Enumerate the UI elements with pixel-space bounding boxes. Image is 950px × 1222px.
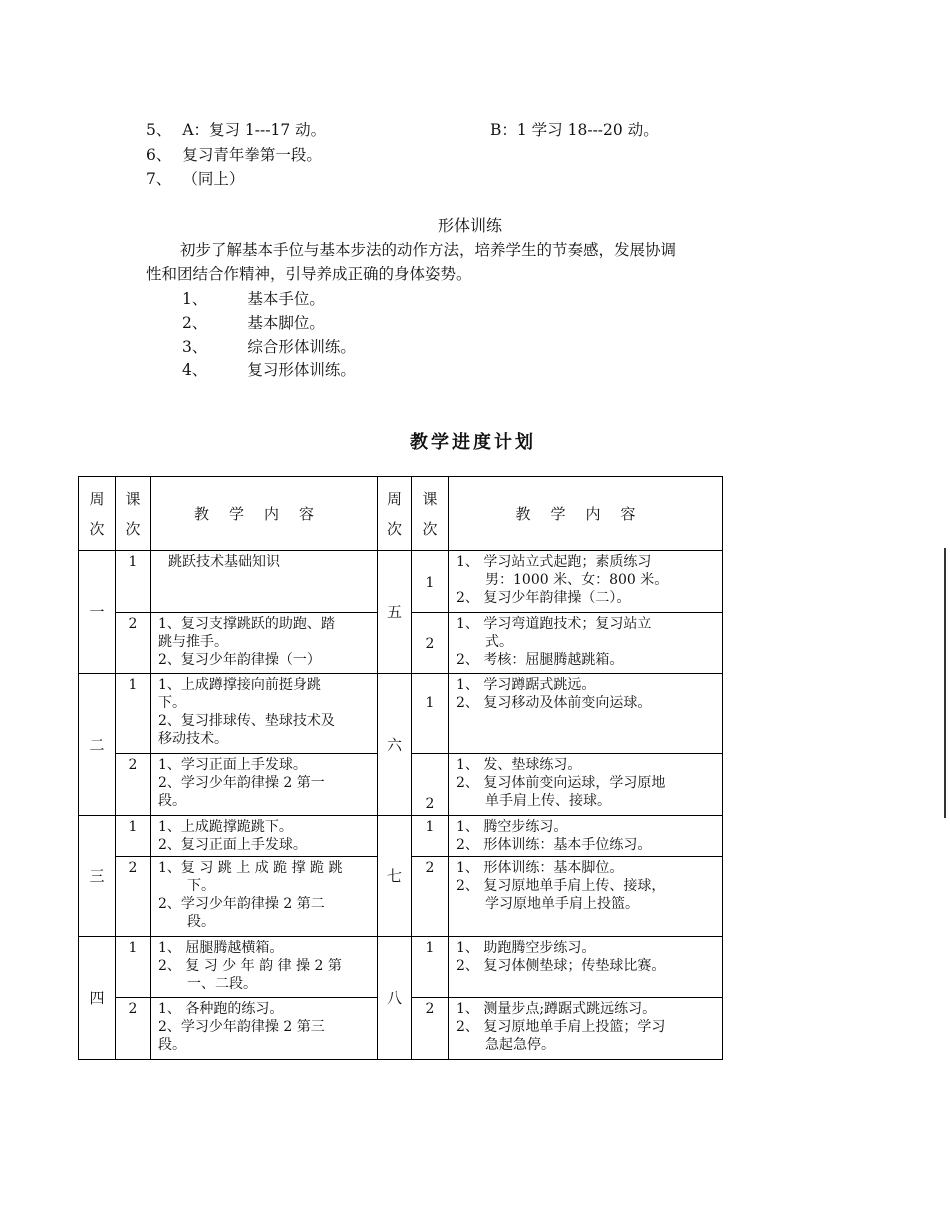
content-line: 下。 (158, 695, 186, 711)
content-line: 2、 形体训练：基本手位练习。 (456, 837, 652, 853)
table-header-row (79, 477, 723, 551)
lesson-content (151, 674, 378, 754)
content-line: 1、复 习 跳 上 成 跪 撑 跪 跳 (158, 860, 343, 876)
content-line: 1、 形体训练：基本脚位。 (456, 860, 624, 876)
content-line: 2、 复习移动及体前变向运球。 (456, 695, 652, 711)
item-number: 1、 (182, 290, 208, 308)
plan-title: 教学进度计划 (410, 432, 536, 453)
lesson-number: 1 (412, 937, 449, 998)
list-number: 7、 (146, 170, 172, 188)
header-content-label: 教学内容 (515, 504, 656, 523)
content-line: 2、 复习原地单手肩上投篮；学习 (456, 1019, 666, 1035)
list-item (146, 167, 244, 189)
content-line: 学习原地单手肩上投篮。 (485, 896, 639, 912)
week-label: 三 (79, 816, 116, 937)
content-line: 2、 考核：屈腿腾越跳箱。 (456, 652, 624, 668)
content-line: 2、复习正面上手发球。 (158, 837, 307, 853)
list-text-b: B：1 学习 18---20 动。 (490, 121, 659, 139)
lesson-content (151, 937, 378, 998)
header-week-top: 周 (386, 489, 402, 508)
week-label: 五 (378, 551, 412, 674)
content-line: 1、 学习蹲踞式跳远。 (456, 677, 596, 693)
section-item (182, 358, 356, 380)
lesson-content (151, 998, 378, 1060)
content-line: 1、 测量步点;蹲踞式跳远练习。 (456, 1001, 657, 1017)
content-line: 2、 复习体侧垫球；传垫球比赛。 (456, 958, 666, 974)
item-text: 基本手位。 (247, 290, 325, 308)
content-line: 段。 (158, 793, 186, 809)
content-line: 移动技术。 (158, 731, 228, 747)
header-lesson-bottom: 次 (125, 519, 141, 538)
lesson-content (449, 937, 723, 998)
lesson-number: 1 (116, 674, 151, 754)
lesson-content (449, 816, 723, 857)
list-text: A：复习 1---17 动。 (182, 121, 327, 139)
item-text: 复习形体训练。 (247, 361, 356, 379)
content-line: 单手肩上传、接球。 (485, 793, 611, 809)
section-item (182, 311, 325, 333)
lesson-number: 1 (412, 551, 449, 613)
content-line: 急起急停。 (485, 1037, 555, 1053)
lesson-number: 2 (412, 857, 449, 937)
list-text: 复习青年拳第一段。 (182, 146, 322, 164)
item-number: 3、 (182, 338, 208, 356)
lesson-number: 2 (116, 754, 151, 816)
table-row (79, 816, 723, 857)
content-line: 1、 学习弯道跑技术；复习站立 (456, 616, 652, 632)
section-item (182, 287, 325, 309)
lesson-content (151, 551, 378, 613)
schedule-table (78, 476, 723, 1060)
section-paragraph: 初步了解基本手位与基本步法的动作方法，培养学生的节奏感，发展协调 (180, 241, 677, 259)
content-line: 式。 (485, 634, 513, 650)
list-item (146, 118, 326, 140)
week-label: 四 (79, 937, 116, 1060)
lesson-content (449, 551, 723, 613)
week-label: 六 (378, 674, 412, 816)
header-week (79, 477, 116, 551)
lesson-number: 1 (116, 937, 151, 998)
content-line: 1、学习正面上手发球。 (158, 757, 307, 773)
content-line: 1、 助跑腾空步练习。 (456, 940, 596, 956)
header-week-top: 周 (89, 489, 105, 508)
section-item (182, 335, 356, 357)
list-number: 5、 (146, 121, 172, 139)
item-number: 2、 (182, 314, 208, 332)
content-line: 2、 复习少年韵律操（二）。 (456, 590, 631, 606)
lesson-number: 1 (412, 674, 449, 754)
content-line: 2、学习少年韵律操 2 第一 (158, 775, 325, 791)
lesson-content (449, 613, 723, 674)
week-label: 一 (79, 551, 116, 674)
table-row (79, 674, 723, 754)
content-line: 跳与推手。 (158, 634, 228, 650)
item-number: 4、 (182, 361, 208, 379)
header-lesson-top: 课 (125, 489, 141, 508)
header-lesson (412, 477, 449, 551)
header-lesson-bottom: 次 (422, 519, 438, 538)
lesson-number: 1 (412, 816, 449, 857)
content-line: 1、 腾空步练习。 (456, 819, 568, 835)
lesson-content (151, 816, 378, 857)
content-line: 一、二段。 (187, 976, 257, 992)
lesson-number: 2 (412, 754, 449, 816)
lesson-number: 2 (116, 613, 151, 674)
week-label: 七 (378, 816, 412, 937)
header-lesson-top: 课 (422, 489, 438, 508)
content-line: 1、复习支撑跳跃的助跑、踏 (158, 616, 335, 632)
lesson-number: 2 (412, 613, 449, 674)
content-line: 1、 学习站立式起跑；素质练习 (456, 554, 652, 570)
content-line: 2、复习排球传、垫球技术及 (158, 713, 335, 729)
list-number: 6、 (146, 146, 172, 164)
item-text: 基本脚位。 (247, 314, 325, 332)
content-line: 2、 复 习 少 年 韵 律 操 2 第 (158, 958, 342, 974)
lesson-number: 2 (116, 998, 151, 1060)
lesson-content (449, 998, 723, 1060)
lesson-content (449, 857, 723, 937)
section-title: 形体训练 (438, 216, 503, 235)
content-line: 1、上成跪撑跪跳下。 (158, 819, 293, 835)
lesson-number: 2 (116, 857, 151, 937)
content-line: 2、复习少年韵律操（一） (158, 652, 321, 668)
header-content-label: 教学内容 (193, 504, 334, 523)
content-line: 下。 (187, 878, 215, 894)
content-line: 1、 发、垫球练习。 (456, 757, 582, 773)
header-week (378, 477, 412, 551)
table-row (79, 937, 723, 998)
content-line: 2、 复习体前变向运球，学习原地 (456, 775, 666, 791)
content-line: 跳跃技术基础知识 (168, 554, 280, 570)
content-line: 段。 (158, 1037, 186, 1053)
content-line: 1、上成蹲撑接向前挺身跳 (158, 677, 321, 693)
content-line: 2、 复习原地单手肩上传、接球， (456, 878, 666, 894)
header-content (449, 477, 723, 551)
lesson-content (449, 754, 723, 816)
list-item (146, 143, 322, 165)
header-week-bottom: 次 (386, 519, 402, 538)
page-edge-line (944, 548, 946, 818)
week-label: 二 (79, 674, 116, 816)
lesson-number: 1 (116, 551, 151, 613)
lesson-content (449, 674, 723, 754)
content-line: 段。 (187, 914, 215, 930)
lesson-number: 1 (116, 816, 151, 857)
lesson-content (151, 613, 378, 674)
table-row (79, 551, 723, 613)
lesson-content (151, 857, 378, 937)
content-line: 2、学习少年韵律操 2 第三 (158, 1019, 325, 1035)
content-line: 1、 屈腿腾越横箱。 (158, 940, 284, 956)
lesson-content (151, 754, 378, 816)
section-paragraph-cont: 性和团结合作精神，引导养成正确的身体姿势。 (146, 265, 472, 283)
list-text: （同上） (182, 170, 245, 188)
week-label: 八 (378, 937, 412, 1060)
content-line: 2、学习少年韵律操 2 第二 (158, 896, 325, 912)
item-text: 综合形体训练。 (247, 338, 356, 356)
content-line: 1、 各种跑的练习。 (158, 1001, 284, 1017)
lesson-number: 2 (412, 998, 449, 1060)
header-content (151, 477, 378, 551)
content-line: 男：1000 米、女：800 米。 (485, 572, 669, 588)
header-week-bottom: 次 (89, 519, 105, 538)
header-lesson (116, 477, 151, 551)
